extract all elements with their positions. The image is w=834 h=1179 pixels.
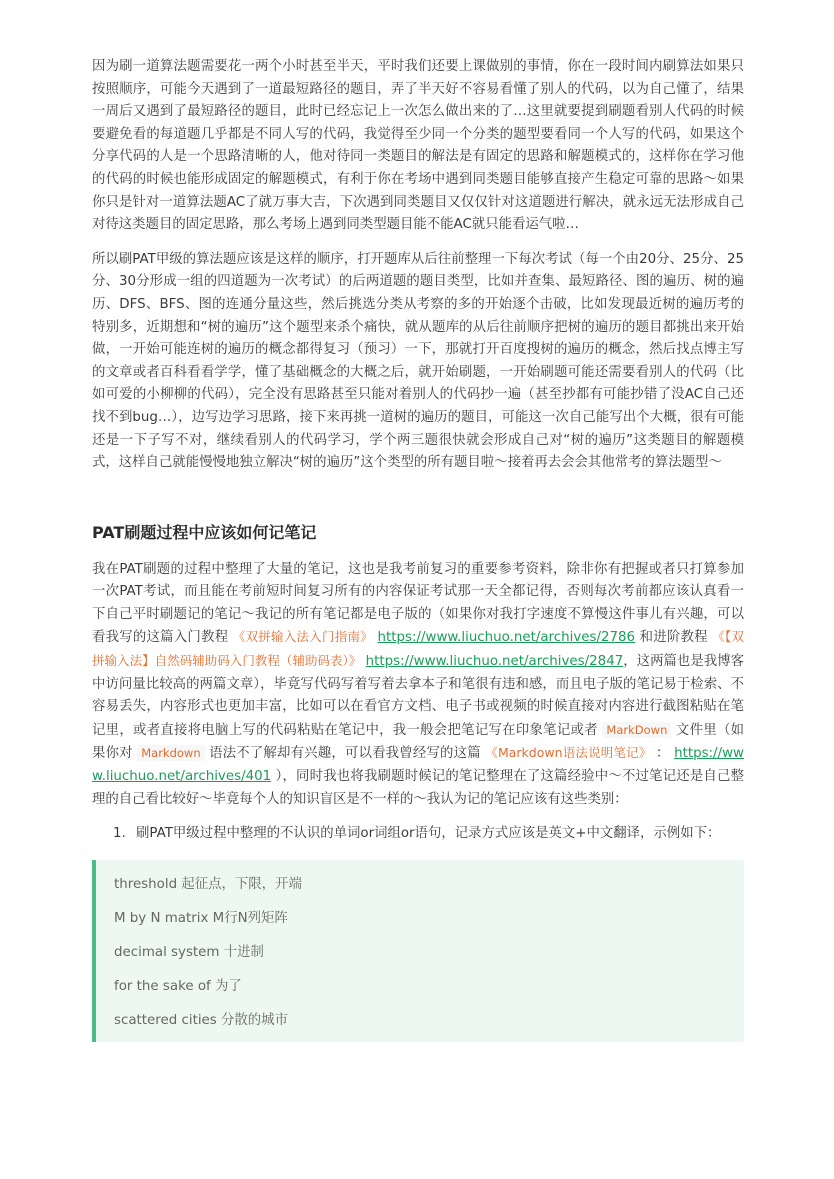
list-item-text: 刷PAT甲级过程中整理的不认识的单词or词组or语句，记录方式应该是英文+中文翻译，示例如下： bbox=[136, 826, 721, 842]
text-segment: 和进阶教程 bbox=[639, 630, 708, 646]
notes-list bbox=[92, 823, 744, 846]
book-title: 《Markdown语法说明笔记》 bbox=[485, 745, 652, 761]
book-title: 《双拼输入法入门指南》 bbox=[232, 629, 373, 645]
text-segment: 文件里（如果你对 bbox=[92, 722, 745, 762]
text-segment: ，这两篇也是我博客中访问量比较高的两篇文章），毕竟写代码写着写着去拿本子和笔很有违和感，而且电子版的笔记易于检索、不容易丢失，内容形式也更加丰富，比如可以在看官方文档、电子书或视频的时候直接对内容进行截图粘贴在笔记里，或者直接将电脑上写的代码粘贴在笔记中，我一般会把笔记写在印象笔记或者 bbox=[92, 654, 744, 738]
vocab-entry: for the sake of 为了 bbox=[114, 978, 242, 994]
text-segment: ），同时我也将我刷题时候记的笔记整理在了这篇经验中～不过笔记还是自己整理的自己看比较好～毕竟每个人的知识盲区是不一样的～我认为记的笔记应该有这些类别： bbox=[92, 769, 744, 807]
paragraph-notes bbox=[92, 559, 744, 812]
section-heading: PAT刷题过程中应该如何记笔记 bbox=[92, 522, 317, 542]
text-segment: 我在PAT刷题的过程中整理了大量的笔记，这也是我考前复习的重要参考资料，除非你有把握或者只打算参加一次PAT考试，而且能在考前短时间复习所有的内容保证考试那一天全都记得，否则每次考前都应该认真看一下自己平时刷题记的笔记～我记的所有笔记都是电子版的（如果你对我打字速度不算慢这件事儿有兴趣，可以看我写的这篇入门教程 bbox=[92, 561, 744, 646]
link-shuangpin-advanced[interactable]: https://www.liuchuo.net/archives/2847 bbox=[365, 654, 624, 670]
article-body bbox=[92, 56, 744, 1042]
inline-code: MarkDown bbox=[602, 722, 671, 738]
book-title: 《【双拼输入法】自然码辅助码入门教程（辅助码表）》 bbox=[92, 629, 744, 669]
paragraph-practice-order: 因为刷一道算法题需要花一两个小时甚至半天，平时我们还要上课做别的事情，你在一段时间内刷算法如果只按照顺序，可能今天遇到了一道最短路径的题目，弄了半天好不容易看懂了别人的代码，以为自己懂了，结果一周后又遇到了最短路径的题目，此时已经忘记上一次怎么做出来的了…这里就要提到刷题看别人代码的时候要避免看的每道题几乎都是不同人写的代码，我觉得至少同一个分类的题型要看同一个人写的代码，如果这个分享代码的人是一个思路清晰的人，他对待同一类题目的解法是有固定的思路和解题模式的，这样你在学习他的代码的时候也能形成固定的解题模式，有利于你在考场中遇到同类题目能够直接产生稳定可靠的思路～如果你只是针对一道算法题AC了就万事大吉，下次遇到同类题目又仅仅针对这道题进行解决，就永远无法形成自己对待这类题目的固定思路，那么考场上遇到同类型题目能不能AC就只能看运气啦… bbox=[92, 59, 744, 233]
link-markdown-notes[interactable]: https://www.liuchuo.net/archives/401 bbox=[92, 746, 744, 785]
vocab-entry: M by N matrix M行N列矩阵 bbox=[114, 910, 288, 926]
list-item bbox=[130, 823, 744, 846]
vocab-entry: threshold 起征点，下限，开端 bbox=[114, 876, 302, 892]
vocab-entry: scattered cities 分散的城市 bbox=[114, 1012, 288, 1028]
text-segment: 语法不了解却有兴趣，可以看我曾经写的这篇 bbox=[209, 746, 481, 762]
vocab-blockquote bbox=[92, 860, 744, 1042]
vocab-entry: decimal system 十进制 bbox=[114, 944, 264, 960]
link-shuangpin-guide[interactable]: https://www.liuchuo.net/archives/2786 bbox=[377, 630, 636, 646]
inline-code: Markdown bbox=[137, 745, 204, 761]
text-segment: ： bbox=[656, 746, 670, 762]
paragraph-pat-strategy: 所以刷PAT甲级的算法题应该是这样的顺序，打开题库从后往前整理一下每次考试（每一个由20分、25分、25分、30分形成一组的四道题为一次考试）的后两道题的题目类型，比如并查集、最短路径、图的遍历、树的遍历、DFS、BFS、图的连通分量这些，然后挑选分类从考察的多的开始逐个击破，比如发现最近树的遍历考的特别多，近期想和“树的遍历”这个题型来杀个痛快，就从题库的从后往前顺序把树的遍历的题目都挑出来开始做，一开始可能连树的遍历的概念都得复习（预习）一下，那就打开百度搜树的遍历的概念，然后找点博主写的文章或者百科看看学学，懂了基础概念的大概之后，就开始刷题，一开始刷题可能还需要看别人的代码（比如可爱的小柳柳的代码），完全没有思路甚至只能对着别人的代码抄一遍（甚至抄都有可能抄错了没AC自己还找不到bug…），边写边学习思路，接下来再挑一道树的遍历的题目，可能这一次自己能写出个大概，很有可能还是一下子写不对，继续看别人的代码学习，学个两三题很快就会形成自己对“树的遍历”这类题目的解题模式，这样自己就能慢慢地独立解决“树的遍历”这个类型的所有题目啦～接着再去会会其他常考的算法题型～ bbox=[92, 251, 744, 471]
